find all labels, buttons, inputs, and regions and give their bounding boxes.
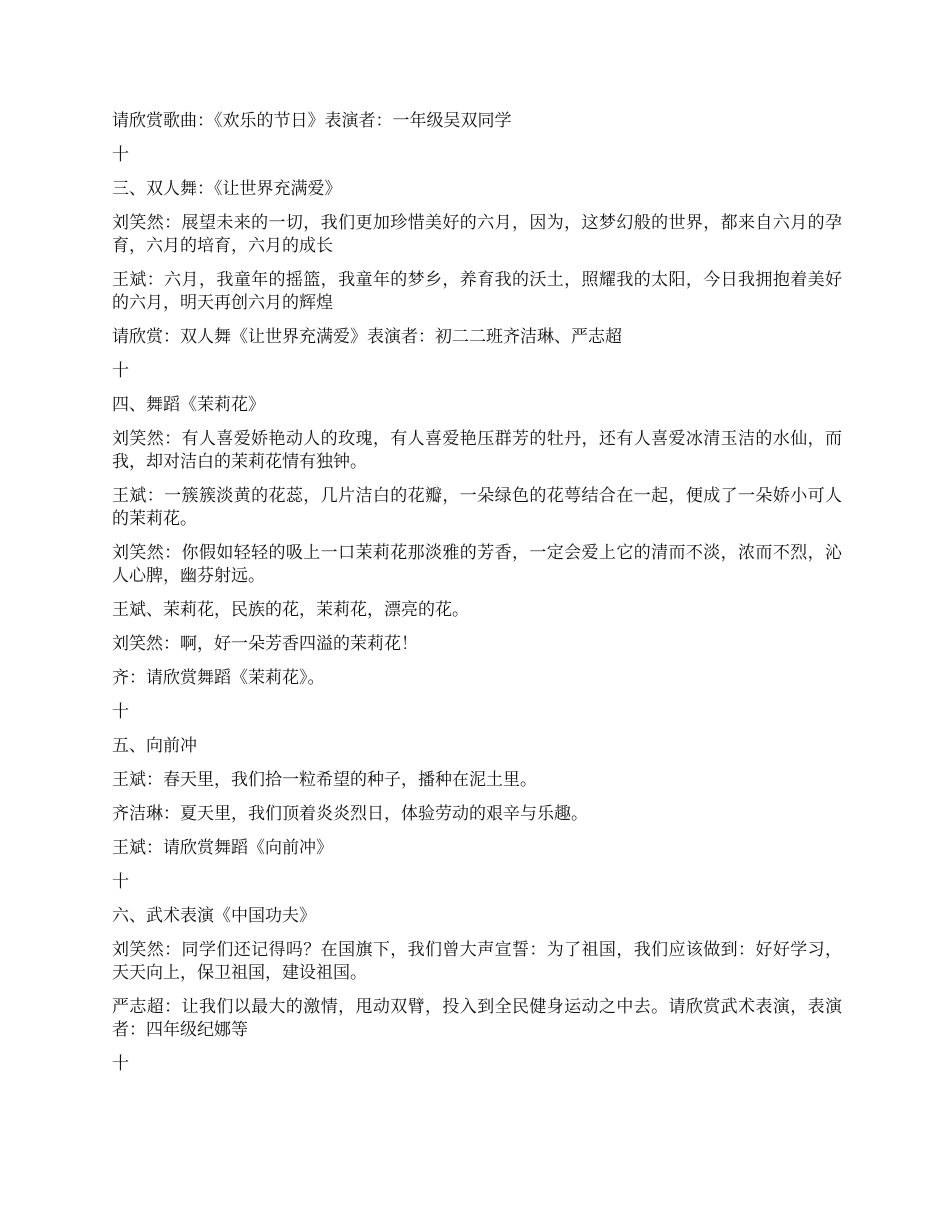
speech-wang-1: 王斌：六月，我童年的摇篮，我童年的梦乡，养育我的沃土，照耀我的太阳，今日我拥抱着美好的六月，明天再创六月的辉煌 xyxy=(112,270,842,313)
section-title-4: 四、舞蹈《茉莉花》 xyxy=(112,395,265,415)
speech-wang-5: 王斌：请欣赏舞蹈《向前冲》 xyxy=(112,838,333,858)
separator: 十 xyxy=(112,361,129,381)
document-page xyxy=(112,110,842,1087)
speech-liu-2: 刘笑然：有人喜爱娇艳动人的玫瑰，有人喜爱艳压群芳的牡丹，还有人喜爱冰清玉洁的水仙，而我，却对洁白的茉莉花情有独钟。 xyxy=(112,429,842,472)
section-title-5: 五、向前冲 xyxy=(112,736,197,756)
speech-qi-1: 齐洁琳：夏天里，我们顶着炎炎烈日，体验劳动的艰辛与乐趣。 xyxy=(112,804,588,824)
speech-liu-5: 刘笑然：同学们还记得吗？在国旗下，我们曾大声宣誓：为了祖国，我们应该做到：好好学习，天天向上，保卫祖国，建设祖国。 xyxy=(112,940,842,983)
speech-wang-3: 王斌、茉莉花，民族的花，茉莉花，漂亮的花。 xyxy=(112,600,469,620)
separator: 十 xyxy=(112,145,129,165)
section-title-6: 六、武术表演《中国功夫》 xyxy=(112,906,316,926)
section-title-3: 三、双人舞：《让世界充满爱》 xyxy=(112,179,342,199)
speech-wang-2: 王斌：一簇簇淡黄的花蕊，几片洁白的花瓣，一朵绿色的花萼结合在一起，便成了一朵娇小可人的茉莉花。 xyxy=(112,486,842,529)
speech-wang-4: 王斌：春天里，我们拾一粒希望的种子，播种在泥土里。 xyxy=(112,770,537,790)
speech-liu-3: 刘笑然：你假如轻轻的吸上一口茉莉花那淡雅的芳香，一定会爱上它的清而不淡，浓而不烈，沁人心脾，幽芬射远。 xyxy=(112,543,842,586)
song-intro: 请欣赏歌曲：《欢乐的节日》表演者：一年级吴双同学 xyxy=(112,111,512,131)
speech-all-1: 齐：请欣赏舞蹈《茉莉花》。 xyxy=(112,668,325,688)
separator: 十 xyxy=(112,1054,129,1074)
speech-liu-1: 刘笑然：展望未来的一切，我们更加珍惜美好的六月，因为，这梦幻般的世界，都来自六月的孕育，六月的培育，六月的成长 xyxy=(112,213,842,256)
speech-yan-1: 严志超：让我们以最大的激情，甩动双臂，投入到全民健身运动之中去。请欣赏武术表演，表演者：四年级纪娜等 xyxy=(112,997,842,1040)
performance-intro-3: 请欣赏：双人舞《让世界充满爱》表演者：初二二班齐洁琳、严志超 xyxy=(112,327,622,347)
separator: 十 xyxy=(112,872,129,892)
separator: 十 xyxy=(112,702,129,722)
speech-liu-4: 刘笑然：啊，好一朵芳香四溢的茉莉花！ xyxy=(112,634,418,654)
